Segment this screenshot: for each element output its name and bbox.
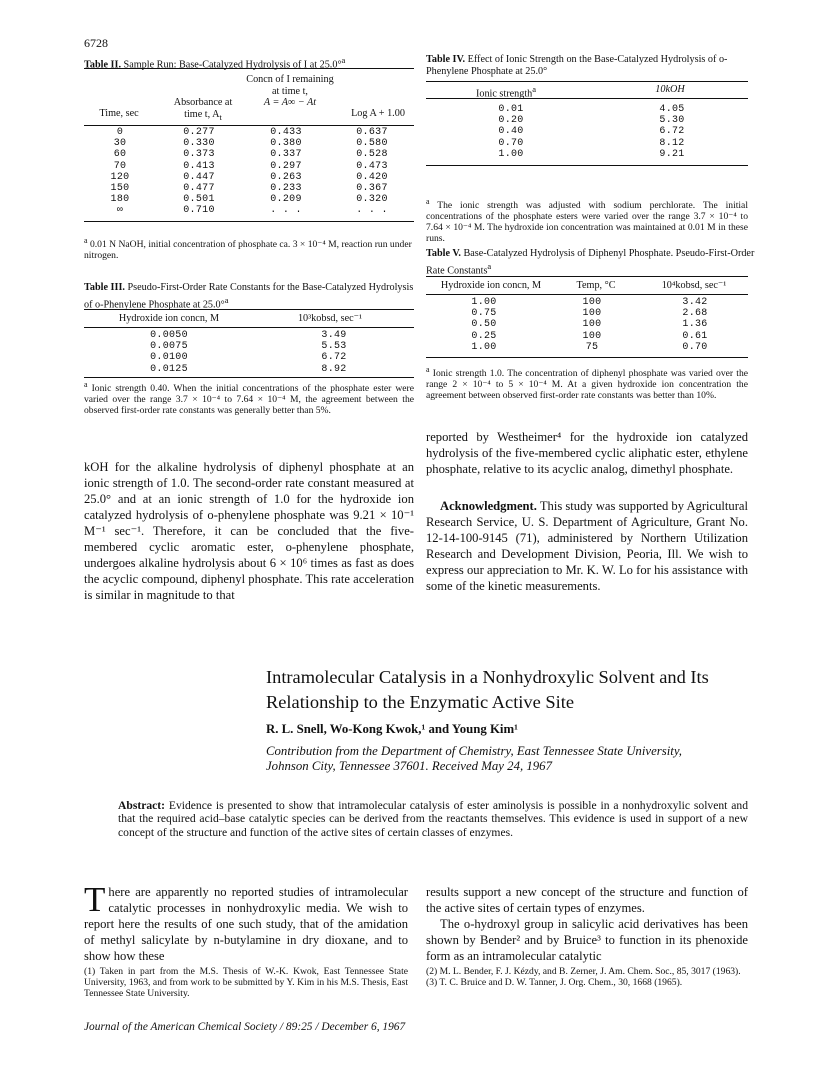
table-cell: 0.277 bbox=[183, 127, 215, 138]
table-cell: 0.637 bbox=[356, 127, 388, 138]
table-cell: 60 bbox=[113, 149, 127, 161]
table-row bbox=[426, 297, 748, 308]
table3-top-rule bbox=[84, 309, 414, 310]
table-row bbox=[426, 149, 748, 160]
reference-2: (2) M. L. Bender, F. J. Kézdy, and B. Zerner, J. Am. Chem. Soc., 85, 3017 (1963). bbox=[426, 966, 741, 977]
table-cell: 2.68 bbox=[682, 308, 708, 320]
table-cell: 6.72 bbox=[659, 126, 685, 138]
table-row bbox=[84, 352, 414, 363]
reference-3: (3) T. C. Bruice and D. W. Tanner, J. Org. Chem., 30, 1668 (1965). bbox=[426, 977, 683, 988]
table-cell: 30 bbox=[113, 138, 127, 150]
table-row bbox=[426, 342, 748, 353]
drop-cap: T bbox=[84, 880, 106, 919]
table-cell: 0.233 bbox=[270, 183, 302, 195]
table-cell: 0 bbox=[116, 127, 124, 138]
table-cell: 0.473 bbox=[356, 160, 388, 172]
table3-caption: Table III. Pseudo-First-Order Rate Constants for the Base-Catalyzed Hydrolysis of o-Phenylene Phosphate at 25.0°$^a$ bbox=[84, 282, 414, 311]
table-row bbox=[84, 341, 414, 352]
intro-right-column: results support a new concept of the structure and function of the active sites of certain types of enzymes. The o-hydroxyl group in salicylic acid derivatives has been shown by Bender² and by Bruice³ to function in its phenoxide form as an intramolecular catalytic bbox=[426, 885, 748, 963]
table-cell: 1.00 bbox=[471, 341, 497, 353]
article-authors: R. L. Snell, Wo-Kong Kwok,¹ and Young Kim¹ bbox=[266, 722, 518, 736]
table-cell: 0.70 bbox=[682, 341, 708, 353]
table-cell: 70 bbox=[113, 160, 127, 172]
table-cell: 0.528 bbox=[356, 149, 388, 161]
table-cell: 0.25 bbox=[471, 330, 497, 342]
table-cell: 0.297 bbox=[270, 160, 302, 172]
table-cell: 0.0050 bbox=[150, 330, 188, 341]
table-cell: 8.12 bbox=[659, 137, 685, 149]
table2-header-concn: Concn of I remaining at time t, A = A∞ − At bbox=[246, 74, 334, 108]
table-row bbox=[84, 330, 414, 341]
journal-footer: Journal of the American Chemical Society / 89:25 / December 6, 1967 bbox=[84, 1021, 406, 1033]
table-cell: 0.209 bbox=[270, 194, 302, 206]
table-row bbox=[426, 331, 748, 342]
table5-header-col2: Temp, °C bbox=[576, 280, 616, 291]
right-column-text: reported by Westheimer⁴ for the hydroxide ion catalyzed hydrolysis of the five-membered cyclic aliphatic ester, ethylene phosphate, relative to its acyclic analog, dimethyl phosphate. bbox=[426, 430, 748, 476]
table2-top-rule bbox=[84, 68, 414, 69]
table-cell: 0.373 bbox=[183, 149, 215, 161]
table5-bottom-rule bbox=[426, 357, 748, 358]
table2-header-log: Log A + 1.00 bbox=[351, 108, 405, 119]
table-row bbox=[426, 115, 748, 126]
table-cell: 75 bbox=[585, 341, 599, 353]
table3-footnote: $^a$ Ionic strength 0.40. When the initial concentrations of the phosphate ester were varied over the range 3.7 × 10⁻⁴ to 7.64 × 10⁻⁴ M, the agreement between the observed first-order rate constants was generally better than 5%. bbox=[84, 380, 414, 417]
table-cell: 1.00 bbox=[498, 148, 524, 160]
article-affiliation: Contribution from the Department of Chemistry, East Tennessee State University, Johnson City, Tennessee 37601. Received May 24, 1967 bbox=[266, 744, 682, 773]
table5-top-rule bbox=[426, 276, 748, 277]
table-cell: . . . bbox=[270, 205, 302, 217]
table-cell: 1.00 bbox=[471, 297, 497, 308]
table-cell: 0.0075 bbox=[150, 341, 188, 353]
table-cell: 9.21 bbox=[659, 148, 685, 160]
table4-header-col2: 10kOH bbox=[655, 84, 685, 95]
table-row bbox=[84, 138, 414, 149]
table-row bbox=[426, 308, 748, 319]
table-cell: 0.337 bbox=[270, 149, 302, 161]
table-cell: 0.0125 bbox=[150, 363, 188, 375]
table-cell: 0.50 bbox=[471, 319, 497, 331]
table-cell: 0.501 bbox=[183, 194, 215, 206]
table-cell: 0.413 bbox=[183, 160, 215, 172]
table-cell: 0.61 bbox=[682, 330, 708, 342]
table-row bbox=[426, 126, 748, 137]
acknowledgment: Acknowledgment. This study was supported by Agricultural Research Service, U. S. Department of Agriculture, Grant No. 12-14-100-9145 (71), administered by Northern Utilization Research and Development Division, Peoria, Ill. We wish to express our appreciation to Mr. K. W. Lo for his assistance with some of the kinetic measurements. bbox=[426, 499, 749, 593]
table-cell: 100 bbox=[582, 308, 602, 320]
table-cell: 0.70 bbox=[498, 137, 524, 149]
table3-header-col1: Hydroxide ion concn, M bbox=[118, 313, 220, 324]
table2-header-time: Time, sec bbox=[99, 108, 139, 119]
table5-body bbox=[426, 297, 748, 353]
table-row bbox=[84, 364, 414, 375]
table-row bbox=[84, 172, 414, 183]
table-row bbox=[84, 183, 414, 194]
table5-footnote: $^a$ Ionic strength 1.0. The concentration of diphenyl phosphate was varied over the range 2 × 10⁻⁴ to 5 × 10⁻⁴ M. At a given hydroxide ion concentration the agreement between observed first-order rate constants was better than 10%. bbox=[426, 365, 748, 402]
page-number: 6728 bbox=[84, 36, 108, 50]
table-cell: 5.30 bbox=[659, 115, 685, 127]
abstract: Abstract: Evidence is presented to show that intramolecular catalysis of ester aminolysis is possible in a nonhydroxylic solvent and that the required acid–base catalytic species can be derived from the reactants themselves. This evidence is used in support of a new concept of the structure and function of the active sites of certain classes of enzymes. bbox=[118, 799, 748, 839]
abstract-label: Abstract: bbox=[118, 799, 166, 812]
table-cell: 180 bbox=[110, 194, 130, 206]
table-cell: 100 bbox=[582, 297, 602, 308]
table2-footnote: $^a$ 0.01 N NaOH, initial concentration of phosphate ca. 3 × 10⁻⁴ M, reaction run under nitrogen. bbox=[84, 236, 412, 262]
intro-left-column: There are apparently no reported studies of intramolecular catalytic processes in nonhydroxylic media. We wish to report here the results of one such study, that of the amidation of methyl salicylate by n-butylamine in dry dioxane, and to show how these bbox=[84, 880, 408, 963]
table-cell: 6.72 bbox=[321, 352, 347, 364]
table2-caption: Table II. Sample Run: Base-Catalyzed Hydrolysis of I at 25.0°$^a$ bbox=[84, 55, 346, 71]
table2-header-rule bbox=[84, 125, 414, 126]
table-cell: 0.477 bbox=[183, 183, 215, 195]
left-column-text: kOH for the alkaline hydrolysis of diphenyl phosphate at an ionic strength of 1.0. The second-order rate constant measured at 25.0° and at an ionic strength of 1.0 for the hydroxide ion catalyzed hydrolysis of o-phenylene phosphate was 9.21 × 10⁻¹ M⁻¹ sec⁻¹. Therefore, it can be concluded that the five-membered cyclic aromatic ester, o-phenylene phosphate, undergoes alkaline hydrolysis about 6 × 10⁶ times as fast as does the acyclic compound, diphenyl phosphate. This rate acceleration is similar in magnitude to that bbox=[84, 460, 414, 602]
table-cell: 0.0100 bbox=[150, 352, 188, 364]
table-cell: 0.75 bbox=[471, 308, 497, 320]
table-cell: 120 bbox=[110, 171, 130, 183]
table4-caption: Table IV. Effect of Ionic Strength on the Base-Catalyzed Hydrolysis of o-Phenylene Phosphate at 25.0° bbox=[426, 54, 728, 77]
table-cell: 4.05 bbox=[659, 104, 685, 115]
table2-label: Table II. bbox=[84, 59, 121, 71]
article-title: Intramolecular Catalysis in a Nonhydroxylic Solvent and Its Relationship to the Enzymatic Active Site bbox=[266, 667, 709, 712]
table-cell: 0.01 bbox=[498, 104, 524, 115]
table5-header-col3: 10⁴kobsd, sec⁻¹ bbox=[661, 280, 727, 291]
table-cell: 0.420 bbox=[356, 171, 388, 183]
table-cell: 100 bbox=[582, 319, 602, 331]
table-cell: 0.330 bbox=[183, 138, 215, 150]
table-cell: . . . bbox=[356, 205, 388, 217]
table2-bottom-rule bbox=[84, 221, 414, 222]
table4-header-col1: Ionic strength$^a$ bbox=[475, 84, 537, 100]
table-cell: 3.42 bbox=[682, 297, 708, 308]
table-cell: 0.447 bbox=[183, 171, 215, 183]
table-row bbox=[426, 138, 748, 149]
references-right bbox=[426, 966, 748, 988]
table-row bbox=[84, 194, 414, 205]
table-cell: 0.433 bbox=[270, 127, 302, 138]
table-cell: 3.49 bbox=[321, 330, 347, 341]
table4-body bbox=[426, 104, 748, 160]
table4-footnote: $^a$ The ionic strength was adjusted with sodium perchlorate. The initial concentrations of the phosphate esters were varied over the range 3.7 × 10⁻⁴ to 7.64 × 10⁻⁴ M. The hydroxide ion concentration was maintained at 0.01 M in these runs. bbox=[426, 197, 748, 245]
table-cell: 0.40 bbox=[498, 126, 524, 138]
table3-body bbox=[84, 330, 414, 375]
table-cell: 8.92 bbox=[321, 363, 347, 375]
table2-header-absorbance: Absorbance at time t, $A_t$ bbox=[173, 97, 233, 122]
table3-bottom-rule bbox=[84, 377, 414, 378]
table5-header-col1: Hydroxide ion concn, M bbox=[440, 280, 542, 291]
table2-header bbox=[84, 70, 414, 124]
table-row bbox=[426, 319, 748, 330]
table-row bbox=[84, 149, 414, 160]
table-row bbox=[84, 127, 414, 138]
reference-1: (1) Taken in part from the M.S. Thesis of W.-K. Kwok, East Tennessee State University, 1963, and from work to be submitted by Y. Kim in his M.S. Thesis, East Tennessee State University. bbox=[84, 966, 408, 999]
table2-body bbox=[84, 127, 414, 217]
table-row bbox=[84, 205, 414, 216]
acknowledgment-label: Acknowledgment. bbox=[440, 499, 537, 513]
table-cell: 5.53 bbox=[321, 341, 347, 353]
table-cell: 0.580 bbox=[356, 138, 388, 150]
table3-header-col2: 10³kobsd, sec⁻¹ bbox=[297, 313, 363, 324]
table-cell: 150 bbox=[110, 183, 130, 195]
table-cell: 0.320 bbox=[356, 194, 388, 206]
table-cell: ∞ bbox=[116, 205, 124, 217]
table-cell: 0.263 bbox=[270, 171, 302, 183]
table3-header-rule bbox=[84, 327, 414, 328]
table-cell: 0.20 bbox=[498, 115, 524, 127]
table-cell: 100 bbox=[582, 330, 602, 342]
table4-top-rule bbox=[426, 81, 748, 82]
table-row bbox=[426, 104, 748, 115]
table-cell: 0.380 bbox=[270, 138, 302, 150]
table-row bbox=[84, 161, 414, 172]
table-cell: 0.367 bbox=[356, 183, 388, 195]
table5-header-rule bbox=[426, 294, 748, 295]
table4-bottom-rule bbox=[426, 165, 748, 166]
table-cell: 0.710 bbox=[183, 205, 215, 217]
table-cell: 1.36 bbox=[682, 319, 708, 331]
table5-caption: Table V. Base-Catalyzed Hydrolysis of Diphenyl Phosphate. Pseudo-First-Order Rate Constants$^a$ bbox=[426, 248, 755, 277]
table4-header-rule bbox=[426, 98, 748, 99]
